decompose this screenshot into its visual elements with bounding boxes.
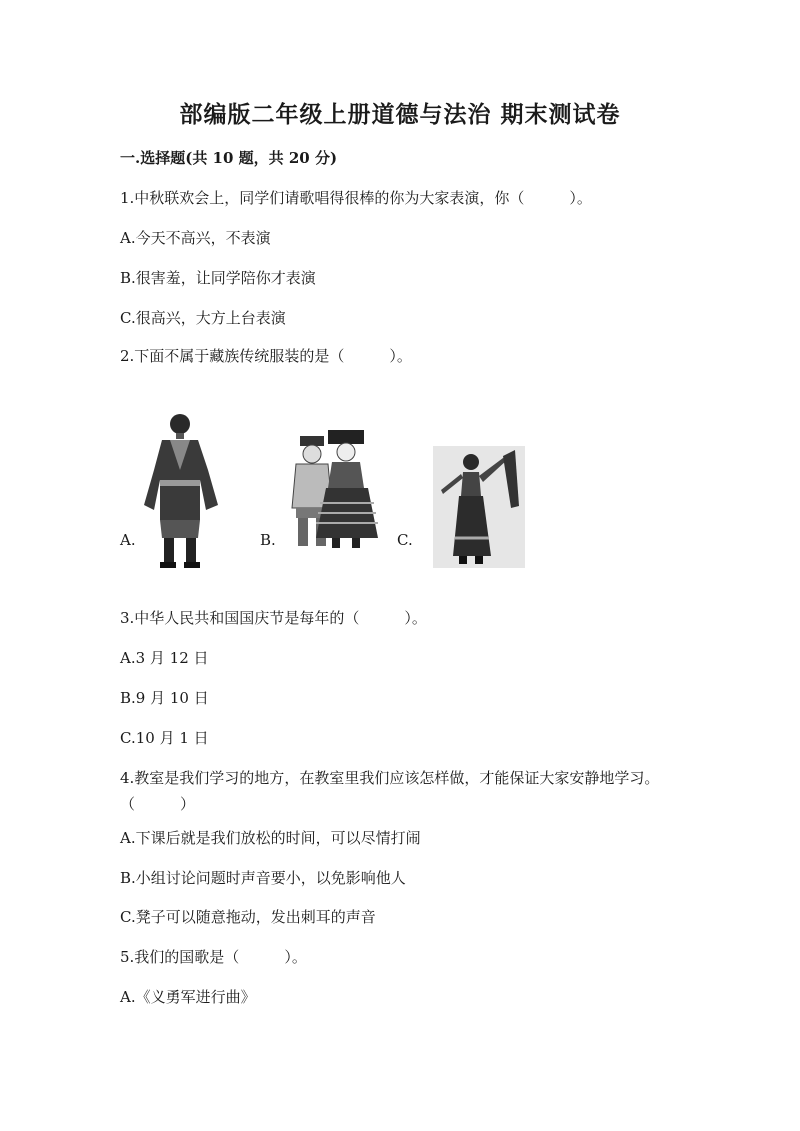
question-5-stem: 5.我们的国歌是（ ）。 <box>120 948 307 966</box>
tibetan-dancer-figure <box>433 446 525 568</box>
tibetan-man-figure <box>140 410 225 570</box>
question-4-stem: 4.教室是我们学习的地方，在教室里我们应该怎样做，才能保证大家安静地学习。（ ） <box>120 769 660 813</box>
question-1-option-a: A.今天不高兴，不表演 <box>120 229 271 247</box>
question-2-option-c-label: C. <box>397 531 413 549</box>
section-heading: 一.选择题(共 10 题，共 20 分) <box>120 149 338 167</box>
question-5-option-a: A.《义勇军进行曲》 <box>120 988 256 1006</box>
question-3-option-c: C.10 月 1 日 <box>120 729 209 747</box>
ethnic-couple-figure <box>290 428 390 553</box>
question-2-option-a-label: A. <box>120 531 136 549</box>
question-4-option-c: C.凳子可以随意拖动，发出刺耳的声音 <box>120 908 376 926</box>
question-2-option-b-label: B. <box>260 531 276 549</box>
question-2-stem: 2.下面不属于藏族传统服装的是（ ）。 <box>120 347 412 365</box>
question-1-stem: 1.中秋联欢会上，同学们请歌唱得很棒的你为大家表演，你（ ）。 <box>120 189 592 207</box>
question-4-option-a: A.下课后就是我们放松的时间，可以尽情打闹 <box>120 829 421 847</box>
question-1-option-c: C.很高兴，大方上台表演 <box>120 309 286 327</box>
question-1-option-b: B.很害羞，让同学陪你才表演 <box>120 269 316 287</box>
question-4-option-b: B.小组讨论问题时声音要小，以免影响他人 <box>120 869 406 887</box>
question-3-option-a: A.3 月 12 日 <box>120 649 209 667</box>
question-3-stem: 3.中华人民共和国国庆节是每年的（ ）。 <box>120 609 427 627</box>
page-title: 部编版二年级上册道德与法治 期末测试卷 <box>179 101 621 128</box>
question-3-option-b: B.9 月 10 日 <box>120 689 209 707</box>
